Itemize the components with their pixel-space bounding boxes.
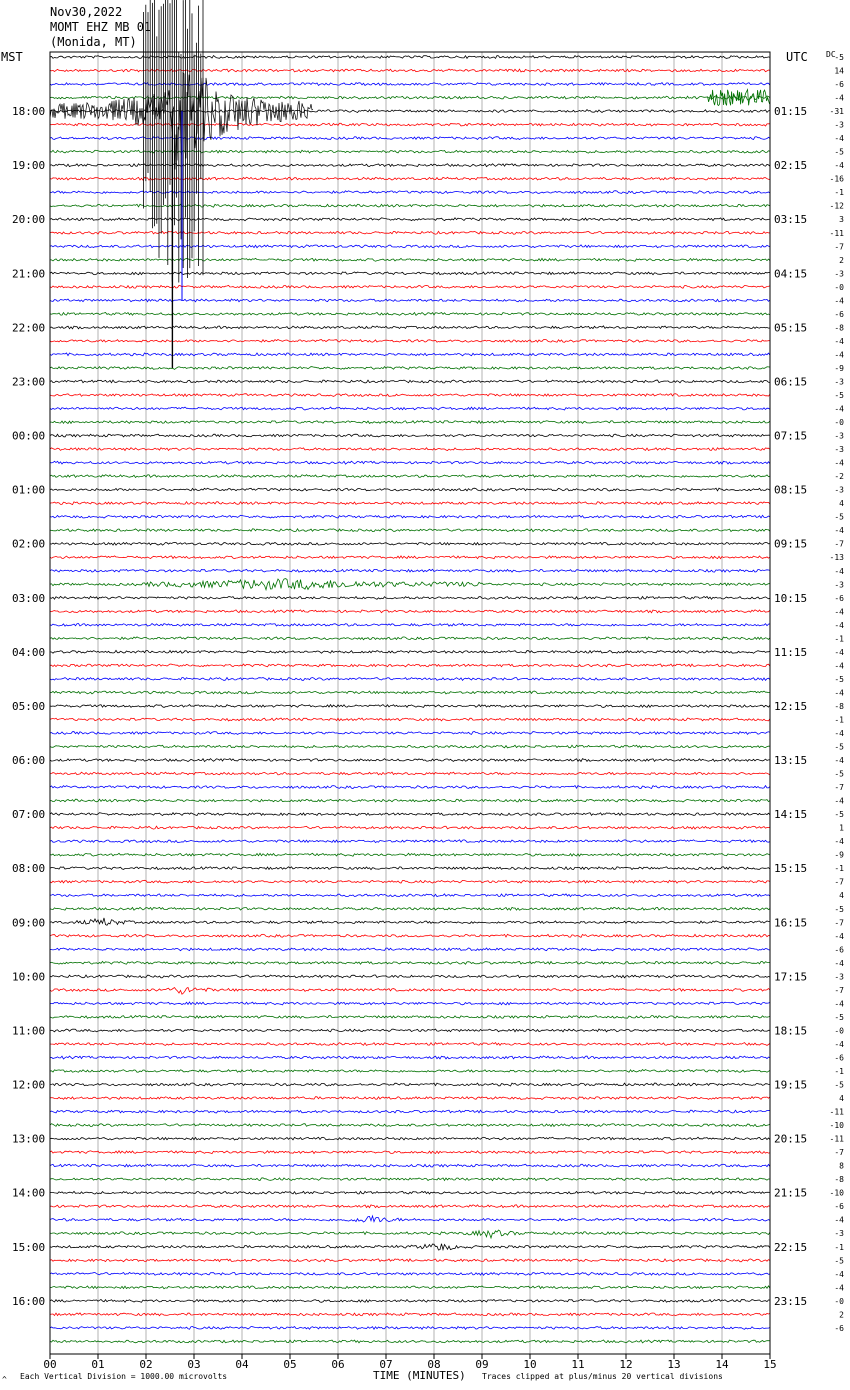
dc-offset-value: -5: [834, 674, 844, 684]
dc-offset-value: 4: [839, 891, 844, 901]
right-hour-label: 06:15: [774, 375, 808, 389]
dc-offset-value: -8: [834, 701, 844, 711]
dc-offset-value: -5: [834, 391, 844, 400]
dc-offset-value: -4: [834, 404, 844, 414]
dc-offset-value: -11: [829, 1134, 844, 1144]
dc-offset-value: -4: [834, 161, 844, 171]
right-timezone-label: UTC: [786, 50, 808, 64]
left-hour-label: 06:00: [12, 754, 46, 768]
dc-offset-value: -4: [834, 607, 844, 617]
dc-offset-value: -6: [834, 593, 844, 603]
dc-offset-value: -3: [834, 580, 844, 590]
dc-offset-value: -4: [834, 796, 844, 806]
dc-offset-value: -1: [834, 1067, 844, 1076]
dc-offset-value: -2: [834, 472, 844, 482]
corner-mark: ^: [2, 1375, 7, 1384]
dc-offset-value: -3: [834, 972, 844, 982]
dc-offset-value: -4: [834, 756, 844, 766]
x-tick-label: 05: [283, 1358, 297, 1371]
dc-offset-value: -1: [834, 188, 844, 198]
right-hour-label: 19:15: [774, 1078, 808, 1092]
dc-offset-value: -4: [834, 688, 844, 698]
dc-offset-value: -13: [829, 553, 844, 563]
right-hour-label: 16:15: [774, 916, 808, 930]
right-hour-label: 22:15: [774, 1240, 808, 1254]
left-hour-label: 21:00: [12, 267, 46, 281]
dc-offset-header: DC: [826, 50, 836, 59]
x-tick-label: 03: [187, 1358, 201, 1371]
x-tick-label: 13: [667, 1358, 681, 1371]
dc-offset-value: -4: [834, 526, 844, 536]
x-tick-label: 12: [619, 1358, 633, 1371]
dc-offset-value: -6: [834, 1053, 844, 1063]
left-hour-label: 11:00: [12, 1024, 46, 1038]
dc-offset-value: -4: [834, 93, 844, 103]
dc-offset-value: -6: [834, 945, 844, 955]
dc-offset-value: -6: [834, 1323, 844, 1333]
x-tick-label: 07: [379, 1358, 393, 1371]
dc-offset-value: -4: [834, 729, 844, 738]
dc-offset-value: -6: [834, 80, 844, 90]
dc-offset-value: -4: [834, 1039, 844, 1049]
left-hour-label: 22:00: [12, 321, 46, 335]
x-tick-label: 11: [571, 1358, 585, 1371]
x-tick-label: 00: [43, 1358, 57, 1371]
dc-offset-value: -16: [829, 174, 844, 184]
left-hour-label: 09:00: [12, 916, 46, 930]
dc-offset-value: -9: [834, 363, 844, 373]
dc-offset-value: -4: [834, 647, 844, 657]
right-hour-label: 07:15: [774, 429, 808, 443]
dc-offset-value: 3: [839, 215, 844, 225]
left-hour-label: 20:00: [12, 213, 46, 227]
right-hour-label: 12:15: [774, 699, 808, 713]
dc-offset-value: -1: [834, 634, 844, 644]
left-hour-label: 18:00: [12, 105, 46, 119]
left-hour-label: 03:00: [12, 591, 46, 605]
left-hour-label: 01:00: [12, 483, 46, 497]
left-hour-label: 23:00: [12, 375, 46, 389]
dc-offset-value: -0: [834, 1296, 844, 1306]
dc-offset-value: -4: [834, 336, 844, 346]
dc-offset-value: -3: [834, 120, 844, 130]
left-hour-label: 02:00: [12, 537, 46, 551]
dc-offset-value: -5: [834, 769, 844, 779]
dc-offset-value: -8: [834, 323, 844, 333]
right-hour-label: 04:15: [774, 267, 808, 281]
dc-offset-value: 4: [839, 499, 844, 509]
x-tick-label: 10: [523, 1358, 537, 1371]
dc-offset-value: 4: [839, 1094, 844, 1104]
dc-offset-value: 1: [839, 823, 844, 833]
dc-offset-value: -3: [834, 431, 844, 441]
dc-offset-value: -4: [834, 458, 844, 468]
left-hour-label: 12:00: [12, 1078, 46, 1092]
dc-offset-value: -5: [834, 1256, 844, 1266]
dc-offset-value: -4: [834, 999, 844, 1009]
left-hour-label: 16:00: [12, 1294, 46, 1308]
right-hour-label: 21:15: [774, 1186, 808, 1200]
dc-offset-value: -4: [834, 1269, 844, 1279]
dc-offset-value: -3: [834, 1229, 844, 1239]
right-hour-label: 09:15: [774, 537, 808, 551]
dc-offset-value: -3: [834, 445, 844, 455]
dc-offset-value: -7: [834, 918, 844, 928]
left-hour-label: 19:00: [12, 159, 46, 173]
dc-offset-value: -4: [834, 837, 844, 847]
dc-offset-value: -11: [829, 228, 844, 238]
dc-offset-value: -4: [834, 931, 844, 941]
dc-offset-value: -5: [834, 512, 844, 522]
dc-offset-value: -11: [829, 1107, 844, 1117]
right-hour-label: 14:15: [774, 808, 808, 822]
dc-offset-value: -7: [834, 985, 844, 995]
dc-offset-value: -7: [834, 1148, 844, 1158]
dc-offset-value: -1: [834, 715, 844, 725]
x-tick-label: 04: [235, 1358, 249, 1371]
dc-offset-value: -4: [834, 1283, 844, 1293]
dc-offset-value: -4: [834, 620, 844, 630]
right-hour-label: 15:15: [774, 862, 808, 876]
dc-offset-value: 2: [839, 1310, 844, 1320]
dc-offset-value: -4: [834, 134, 844, 144]
left-hour-label: 13:00: [12, 1132, 46, 1146]
dc-offset-value: 8: [839, 1161, 844, 1171]
left-hour-label: 07:00: [12, 808, 46, 822]
right-hour-label: 05:15: [774, 321, 808, 335]
dc-offset-value: -0: [834, 282, 844, 292]
dc-offset-value: 2: [839, 255, 844, 265]
dc-offset-value: -4: [834, 566, 844, 576]
left-hour-label: 04:00: [12, 645, 46, 659]
x-tick-label: 15: [763, 1358, 777, 1371]
dc-offset-value: -3: [834, 269, 844, 279]
dc-offset-value: -10: [829, 1121, 844, 1131]
x-tick-label: 09: [475, 1358, 489, 1371]
dc-offset-value: -7: [834, 783, 844, 793]
x-tick-label: 02: [139, 1358, 153, 1371]
dc-offset-value: -5: [834, 53, 844, 62]
left-hour-label: 15:00: [12, 1240, 46, 1254]
dc-offset-value: -7: [834, 877, 844, 887]
dc-offset-value: -5: [834, 1012, 844, 1022]
right-hour-label: 20:15: [774, 1132, 808, 1146]
dc-offset-value: -6: [834, 309, 844, 319]
dc-offset-value: -4: [834, 296, 844, 306]
dc-offset-value: -4: [834, 661, 844, 671]
x-tick-label: 14: [715, 1358, 729, 1371]
right-hour-label: 17:15: [774, 970, 808, 984]
clip-note: Traces clipped at plus/minus 20 vertical divisions: [482, 1372, 723, 1381]
x-tick-label: 01: [91, 1358, 105, 1371]
dc-offset-value: -4: [834, 958, 844, 968]
right-hour-label: 10:15: [774, 591, 808, 605]
dc-offset-value: -5: [834, 742, 844, 752]
header-location: (Monida, MT): [50, 35, 137, 49]
x-axis-label: TIME (MINUTES): [373, 1369, 466, 1382]
left-hour-label: 05:00: [12, 699, 46, 713]
left-hour-label: 00:00: [12, 429, 46, 443]
right-hour-label: 13:15: [774, 754, 808, 768]
left-timezone-label: MST: [1, 50, 23, 64]
left-hour-label: 08:00: [12, 862, 46, 876]
dc-offset-value: -9: [834, 850, 844, 860]
dc-offset-value: -5: [834, 1080, 844, 1090]
header-date: Nov30,2022: [50, 5, 123, 19]
dc-offset-value: -0: [834, 418, 844, 428]
dc-offset-value: -31: [829, 107, 844, 117]
dc-offset-value: -4: [834, 1215, 844, 1225]
dc-offset-value: -7: [834, 242, 844, 252]
x-tick-label: 08: [427, 1358, 441, 1371]
dc-offset-value: -6: [834, 1202, 844, 1212]
dc-offset-value: -12: [829, 201, 844, 211]
dc-offset-value: -5: [834, 810, 844, 820]
dc-offset-value: -3: [834, 377, 844, 387]
dc-offset-value: -1: [834, 864, 844, 874]
dc-offset-value: -5: [834, 147, 844, 157]
right-hour-label: 23:15: [774, 1294, 808, 1308]
scale-note: Each Vertical Division = 1000.00 microvolts: [20, 1372, 228, 1381]
dc-offset-value: -10: [829, 1188, 844, 1198]
header-station: MOMT EHZ MB 01: [50, 20, 152, 34]
x-tick-label: 06: [331, 1358, 345, 1371]
dc-offset-value: -4: [834, 350, 844, 360]
right-hour-label: 08:15: [774, 483, 808, 497]
dc-offset-value: -3: [834, 485, 844, 495]
left-hour-label: 10:00: [12, 970, 46, 984]
right-hour-label: 18:15: [774, 1024, 808, 1038]
right-hour-label: 03:15: [774, 213, 808, 227]
dc-offset-value: 14: [834, 66, 844, 76]
right-hour-label: 01:15: [774, 105, 808, 119]
dc-offset-value: -8: [834, 1175, 844, 1185]
dc-offset-value: -7: [834, 539, 844, 549]
dc-offset-value: -1: [834, 1242, 844, 1252]
left-hour-label: 14:00: [12, 1186, 46, 1200]
dc-offset-value: -0: [834, 1026, 844, 1036]
dc-offset-value: -5: [834, 904, 844, 914]
right-hour-label: 02:15: [774, 159, 808, 173]
right-hour-label: 11:15: [774, 645, 808, 659]
